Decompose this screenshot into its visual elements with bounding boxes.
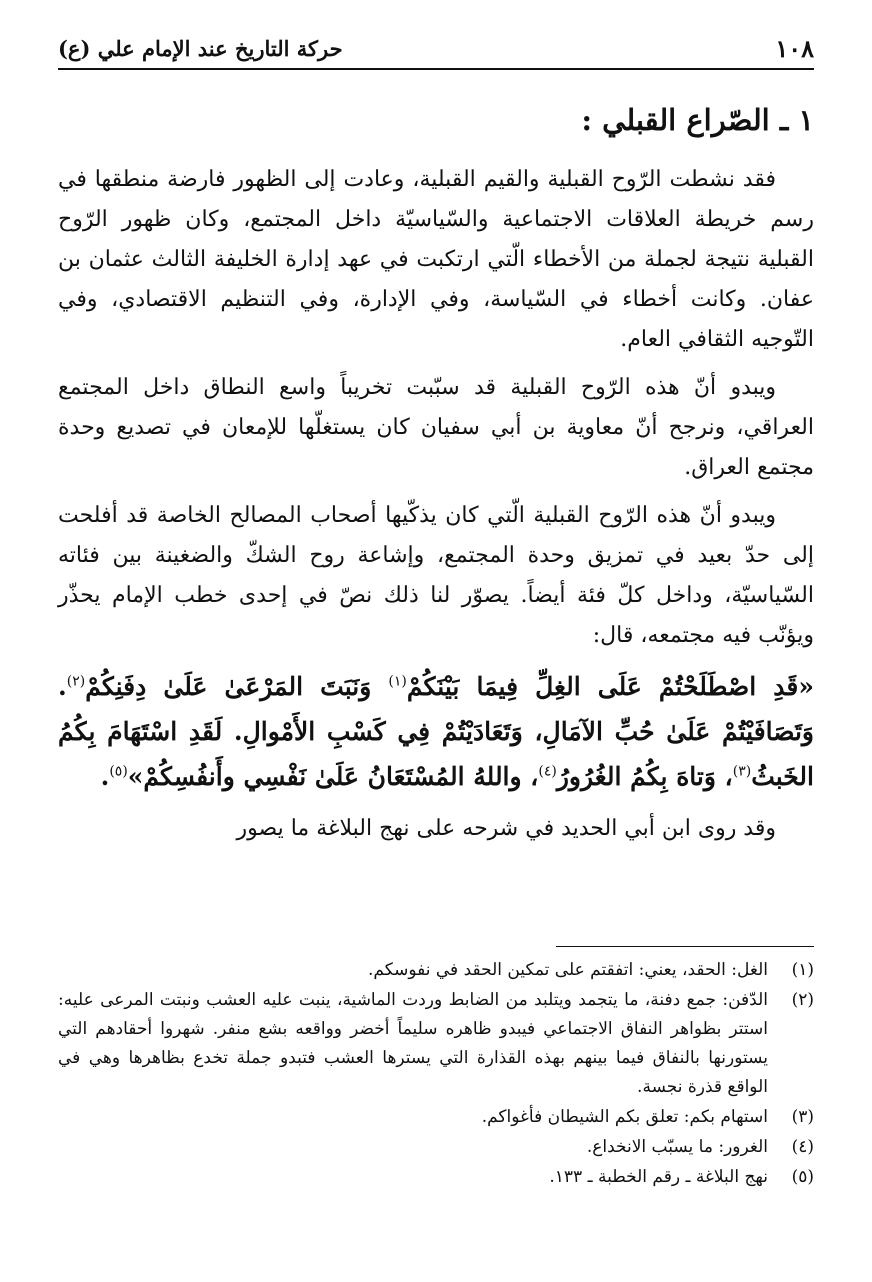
footnote-number: (٢) (791, 990, 814, 1010)
footnote-item (58, 1103, 814, 1132)
footnote-number: (١) (791, 960, 814, 980)
footnote-item (58, 1163, 814, 1192)
footnote-number: (٤) (791, 1137, 814, 1157)
quote-segment: ، واللهُ المُسْتَعَانُ عَلَىٰ نَفْسِي وأَنفُسِكُمْ» (127, 762, 539, 791)
running-head (58, 28, 814, 70)
footnote-ref-4[interactable]: (٤) (538, 763, 557, 780)
footnote-item (58, 986, 814, 1102)
paragraph-4: وقد روى ابن أبي الحديد في شرحه على نهج البلاغة ما يصور (236, 816, 776, 841)
footnote-ref-3[interactable]: (٣) (732, 763, 752, 780)
paragraph-1: فقد نشطت الرّوح القبلية والقيم القبلية، وعادت إلى الظهور فارضة منطقها في رسم خريطة العلاقات الاجتماعية والسّياسيّة داخل المجتمع، وكان ظهور الرّوح القبلية نتيجة لجملة من الأخطاء الّتي ارتكبت في عهد إدارة الخليفة الثالث عثمان بن عفان. وكانت أخطاء في السّياسة، وفي الإدارة، وفي التنظيم الاقتصادي، وفي التّوجيه الثقافي العام. (58, 167, 814, 352)
footnote-ref-1[interactable]: (١) (388, 673, 407, 690)
footnote-item (58, 956, 814, 985)
footnote-text: الدّفن: جمع دفنة، ما يتجمد ويتلبد من الضابط وردت الماشية، ينبت عليه العشب ونبتت المرعى عليه: استتر بظواهر النفاق الاجتماعي فيبدو ظاهره سليماً أخضر وواقعه بشع منفر. شهروا أحقادهم التي يستورنها بالنفاق فيما بينهم بهذه القذارة التي يسترها العشب فتبدو جملة تخدع بظاهرها وهي في الواقع قذرة نجسة. (58, 990, 768, 1097)
quote-segment: «قَدِ اصْطَلَحْتُمْ عَلَى الغِلِّ فِيمَا بَيْنَكُمْ (406, 672, 814, 701)
paragraph-2: ويبدو أنّ هذه الرّوح القبلية قد سبّبت تخريباً واسع النطاق داخل المجتمع العراقي، ونرجح أنّ معاوية بن أبي سفيان كان يستغلّها للإمعان في تصديع وحدة مجتمع العراق. (58, 375, 814, 480)
footnote-ref-2[interactable]: (٢) (66, 673, 86, 690)
footnote-item (58, 1133, 814, 1162)
quote-segment: ، وَتاهَ بِكُمُ الغُرُورُ (556, 762, 733, 791)
section-heading: ١ ـ الصّراع القبلي : (581, 103, 814, 137)
quote-segment: . وَتَصَافَيْتُمْ عَلَىٰ حُبِّ الآمَالِ، وَتَعَادَيْتُمْ فِي كَسْبِ الأَمْوالِ. لَقَدِ اسْتَهَامَ بِكُمُ الخَبثُ (58, 672, 814, 791)
running-title: حركة التاريخ عند الإمام علي (ع) (58, 35, 343, 61)
footnote-text: الغرور: ما يسبّب الانخداع. (586, 1137, 768, 1157)
page-number: ١٠٨ (775, 33, 814, 63)
quote-segment: وَنَبَتَ المَرْعَىٰ عَلَىٰ دِفَنِكُمْ (85, 672, 389, 701)
main-text (58, 92, 814, 857)
sermon-quote (58, 664, 814, 799)
footnotes (58, 956, 814, 1193)
footnote-text: الغل: الحقد، يعني: اتفقتم على تمكين الحقد في نفوسكم. (368, 960, 768, 980)
footnote-number: (٥) (791, 1167, 814, 1187)
footnote-number: (٣) (791, 1107, 814, 1127)
quote-segment: . (100, 762, 110, 791)
footnote-ref-5[interactable]: (٥) (109, 763, 128, 780)
footnote-divider (556, 946, 814, 947)
footnote-text: استهام بكم: تعلق بكم الشيطان فأغواكم. (481, 1107, 768, 1127)
footnote-text: نهج البلاغة ـ رقم الخطبة ـ ١٣٣. (549, 1167, 768, 1187)
paragraph-3: ويبدو أنّ هذه الرّوح القبلية الّتي كان يذكّيها أصحاب المصالح الخاصة قد أفلحت إلى حدّ بعيد في تمزيق وحدة المجتمع، وإشاعة روح الشكّ والضغينة بين فئاته السّياسيّة، وداخل كلّ فئة أيضاً. يصوّر لنا ذلك نصّ في إحدى خطب الإمام يحذّر ويؤنّب فيه مجتمعه، قال: (58, 503, 814, 648)
